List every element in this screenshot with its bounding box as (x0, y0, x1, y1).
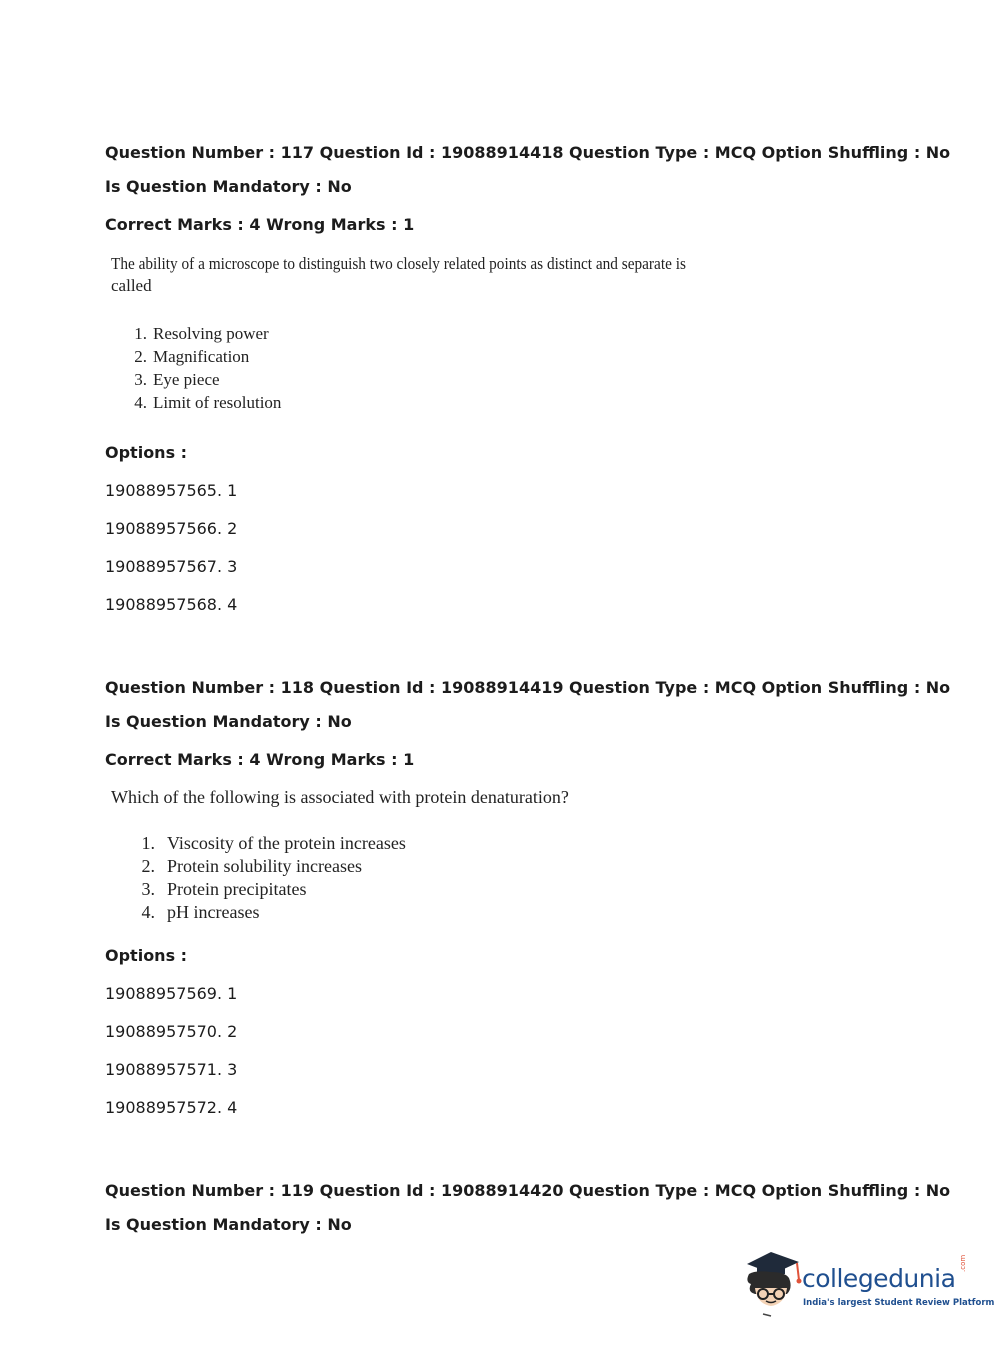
question-text: Which of the following is associated with protein denaturation? (111, 787, 569, 807)
choice-list (129, 322, 429, 414)
list-item (137, 855, 477, 878)
options-label: Options : (105, 443, 188, 462)
question-mandatory-line: Is Question Mandatory : No (105, 1215, 352, 1234)
mascot-graduate-icon (741, 1248, 803, 1318)
choice-number: 4. (134, 393, 147, 412)
option-item: 19088957567. 3 (105, 557, 238, 576)
options-label: Options : (105, 946, 188, 965)
question-marks-line: Correct Marks : 4 Wrong Marks : 1 (105, 215, 415, 234)
choice-text: pH increases (167, 902, 260, 922)
choice-number: 3. (141, 879, 155, 899)
question-text (111, 253, 751, 297)
choice-text: Limit of resolution (153, 393, 282, 412)
list-item (129, 345, 429, 368)
choice-text: Protein precipitates (167, 879, 307, 899)
list-item (129, 322, 429, 345)
option-item: 19088957570. 2 (105, 1022, 238, 1041)
question-marks-line: Correct Marks : 4 Wrong Marks : 1 (105, 750, 415, 769)
list-item (137, 901, 477, 924)
choice-text: Protein solubility increases (167, 856, 362, 876)
question-text-line: called (111, 276, 152, 295)
question-text-line: The ability of a microscope to distinguish two closely related points as distinct and separate is (111, 254, 686, 273)
option-item: 19088957568. 4 (105, 595, 238, 614)
list-item (137, 878, 477, 901)
choice-text: Resolving power (153, 324, 269, 343)
question-mandatory-line: Is Question Mandatory : No (105, 712, 352, 731)
choice-number: 1. (134, 324, 147, 343)
list-item (129, 368, 429, 391)
collegedunia-logo[interactable] (741, 1248, 995, 1318)
choice-list (137, 832, 477, 924)
choice-number: 1. (141, 833, 155, 853)
option-item: 19088957572. 4 (105, 1098, 238, 1117)
choice-text: Viscosity of the protein increases (167, 833, 406, 853)
list-item (137, 832, 477, 855)
choice-text: Eye piece (153, 370, 220, 389)
choice-text: Magnification (153, 347, 250, 366)
question-meta-line: Question Number : 118 Question Id : 19088914419 Question Type : MCQ Option Shuffling : No (105, 678, 951, 697)
logo-wordmark: collegedunia (802, 1264, 956, 1293)
option-item: 19088957566. 2 (105, 519, 238, 538)
question-mandatory-line: Is Question Mandatory : No (105, 177, 352, 196)
question-meta-line: Question Number : 117 Question Id : 19088914418 Question Type : MCQ Option Shuffling : No (105, 143, 951, 162)
choice-number: 4. (141, 902, 155, 922)
option-item: 19088957569. 1 (105, 984, 238, 1003)
list-item (129, 391, 429, 414)
logo-tagline: India's largest Student Review Platform (803, 1298, 995, 1308)
option-item: 19088957571. 3 (105, 1060, 238, 1079)
choice-number: 2. (134, 347, 147, 366)
option-item: 19088957565. 1 (105, 481, 238, 500)
choice-number: 3. (134, 370, 147, 389)
question-meta-line: Question Number : 119 Question Id : 19088914420 Question Type : MCQ Option Shuffling : No (105, 1181, 951, 1200)
logo-suffix: .com (959, 1254, 967, 1272)
choice-number: 2. (141, 856, 155, 876)
